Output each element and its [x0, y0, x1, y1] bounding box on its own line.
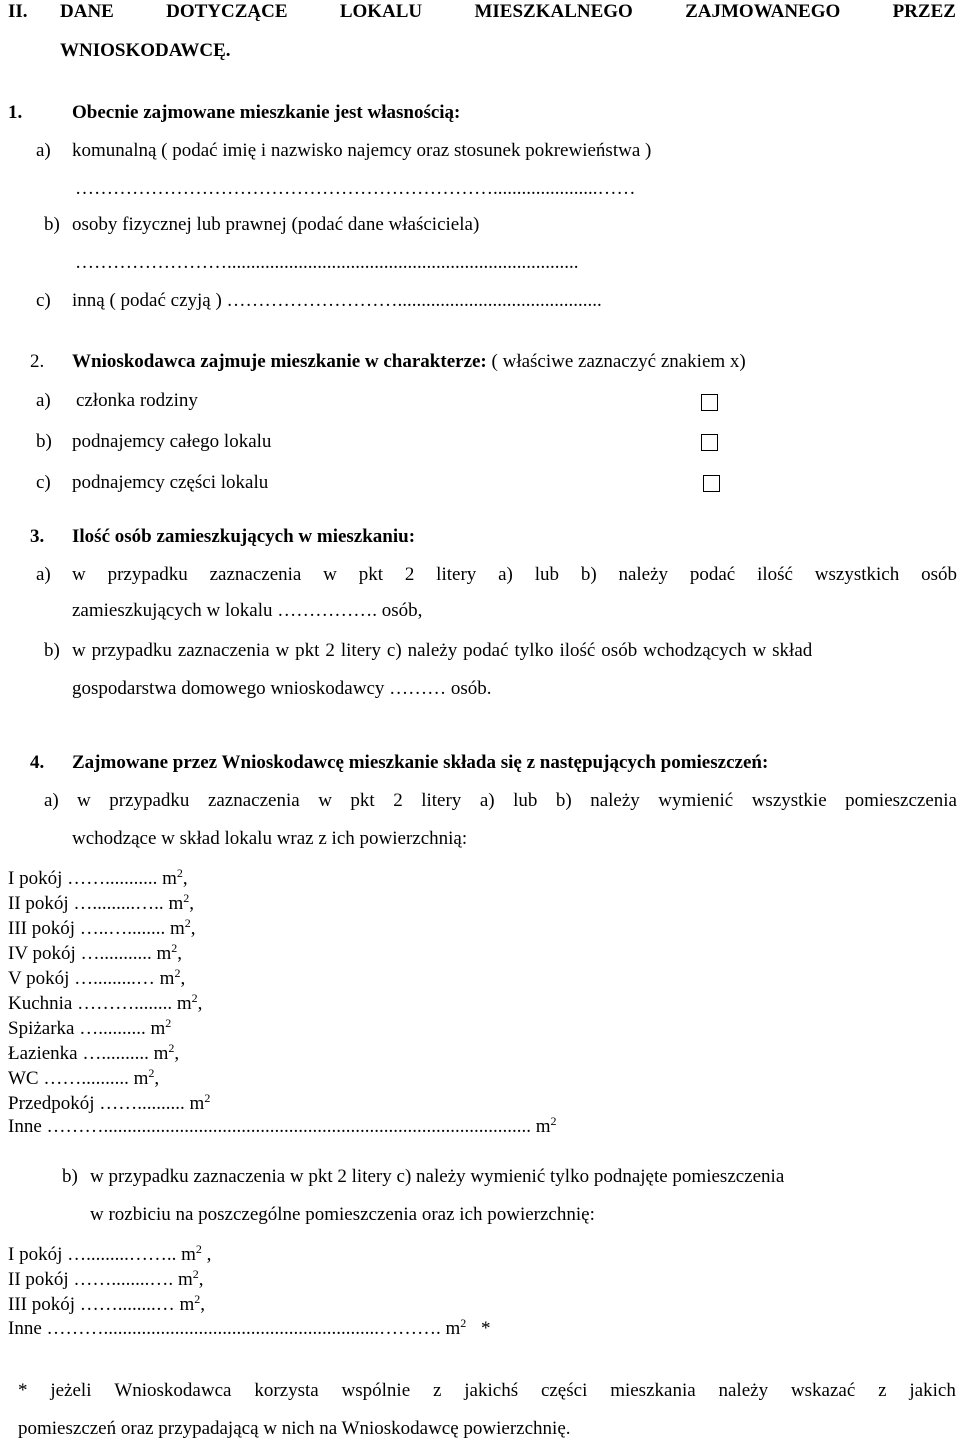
text-word: litery	[421, 790, 462, 811]
footnote-word: części	[540, 1380, 588, 1401]
q4-b-letter: b)	[62, 1166, 78, 1187]
text-word: należy	[590, 790, 640, 811]
q2-c-checkbox[interactable]	[703, 475, 720, 492]
room-suffix: ,	[189, 893, 194, 914]
room-unit: m	[176, 993, 192, 1014]
room-label: III pokój …..…........	[8, 918, 171, 939]
q3-a-line1	[72, 564, 957, 586]
rooms-b-other	[8, 1318, 491, 1340]
q1-b-dots: ……………………..........................................................................	[75, 252, 579, 273]
footnote-word: Wnioskodawca	[114, 1380, 232, 1401]
unit-superscript: 2	[204, 1091, 211, 1105]
unit-superscript: 2	[194, 1292, 201, 1306]
room-row	[8, 1041, 210, 1066]
room-unit: m	[156, 943, 172, 964]
room-label: II pokój ….........…..	[8, 893, 169, 914]
rooms-b-other-unit: m	[445, 1318, 461, 1339]
unit-superscript: 2	[192, 1267, 199, 1281]
q2-number: 2.	[30, 351, 45, 372]
text-word: ilość	[757, 564, 793, 585]
q1-title: Obecnie zajmowane mieszkanie jest własnością:	[72, 102, 461, 123]
room-suffix: ,	[182, 868, 188, 889]
q1-b-text: osoby fizycznej lub prawnej (podać dane właściciela)	[72, 214, 480, 235]
text-word: 2	[404, 564, 415, 585]
q1-b-letter: b)	[44, 214, 60, 235]
footnote-word: z	[878, 1380, 887, 1401]
unit-superscript: 2	[174, 966, 181, 980]
section-title-line1	[60, 1, 956, 23]
room-unit: m	[153, 1043, 169, 1064]
room-unit: m	[170, 918, 185, 939]
q2-a-checkbox[interactable]	[701, 394, 718, 411]
room-suffix: ,	[200, 1294, 206, 1315]
footnote-line1	[18, 1380, 956, 1402]
q1-a-dots: …………………………………………………………......................……	[75, 178, 636, 199]
room-row	[8, 1267, 211, 1292]
room-label: III pokój ……........…	[8, 1294, 180, 1315]
text-word: wymienić	[658, 790, 734, 811]
q2-c-text: podnajemcy części lokalu	[72, 472, 269, 493]
room-unit: m	[179, 1294, 195, 1315]
q2-b-letter: b)	[36, 431, 52, 452]
q2-b-text: podnajemcy całego lokalu	[72, 431, 272, 452]
title-word: DOTYCZĄCE	[166, 1, 288, 22]
q1-a-letter: a)	[36, 140, 51, 161]
room-unit: m	[133, 1068, 149, 1089]
q4-number: 4.	[30, 752, 45, 773]
q4-title: Zajmowane przez Wnioskodawcę mieszkanie składa się z następujących pomieszczeń:	[72, 752, 769, 773]
q2-title-line	[72, 351, 746, 373]
room-label: Spiżarka …..........	[8, 1018, 151, 1039]
footnote-word: mieszkania	[610, 1380, 696, 1401]
text-word: a)	[498, 564, 513, 585]
unit-superscript: 2	[176, 866, 183, 880]
room-unit: m	[159, 968, 175, 989]
text-word: wszystkie	[751, 790, 827, 811]
text-word: w	[323, 564, 337, 585]
room-label: WC ……..........	[8, 1068, 134, 1089]
room-row	[8, 991, 210, 1016]
q2-b-checkbox[interactable]	[701, 434, 718, 451]
q3-number: 3.	[30, 526, 45, 547]
footnote-word: wskazać	[790, 1380, 856, 1401]
title-word: PRZEZ	[892, 1, 956, 22]
room-row	[8, 1091, 210, 1116]
q3-b-letter: b)	[44, 640, 60, 661]
rooms-b-other-star: *	[481, 1318, 491, 1339]
footnote-word: wspólnie	[341, 1380, 411, 1401]
q3-b-line2: gospodarstwa domowego wnioskodawcy ……… osób.	[72, 678, 492, 699]
q4-a-line1	[77, 790, 957, 812]
room-label: V pokój ….........…	[8, 968, 160, 989]
text-word: w	[72, 564, 86, 585]
room-unit: m	[189, 1093, 205, 1114]
room-unit: m	[168, 893, 184, 914]
room-row	[8, 1292, 211, 1317]
footnote-line2: pomieszczeń oraz przypadającą w nich na Wnioskodawcę powierzchnię.	[18, 1418, 571, 1439]
room-unit: m	[162, 868, 177, 889]
room-label: I pokój ….........……..	[8, 1244, 182, 1265]
q3-a-line2: zamieszkujących w lokalu ……………. osób,	[72, 600, 423, 621]
text-word: lub	[513, 790, 538, 811]
q3-b-line1: w przypadku zaznaczenia w pkt 2 litery c) należy podać tylko ilość osób wchodzących w skład	[72, 640, 813, 661]
unit-superscript: 2	[148, 1066, 155, 1080]
text-word: należy	[618, 564, 669, 585]
section-number: II.	[8, 1, 28, 22]
text-word: w	[77, 790, 91, 811]
unit-superscript: 2	[183, 891, 190, 905]
title-word: DANE	[60, 1, 114, 22]
footnote-word: należy	[718, 1380, 769, 1401]
text-word: podać	[689, 564, 736, 585]
q1-c-letter: c)	[36, 290, 51, 311]
room-row	[8, 941, 210, 966]
rooms-b-other-label: Inne ………..........................................................……….	[8, 1318, 446, 1339]
text-word: lub	[534, 564, 559, 585]
title-word: LOKALU	[339, 1, 423, 22]
rooms-list-b	[8, 1242, 211, 1317]
text-word: w	[318, 790, 332, 811]
room-row	[8, 866, 210, 891]
room-row	[8, 1066, 210, 1091]
room-suffix: ,	[190, 918, 196, 939]
q2-note: ( właściwe zaznaczyć znakiem x)	[491, 351, 746, 372]
q2-a-text: członka rodziny	[76, 390, 198, 411]
q1-number: 1.	[8, 102, 23, 123]
room-suffix: ,	[177, 943, 183, 964]
room-suffix: ,	[180, 968, 186, 989]
unit-superscript: 2	[171, 941, 178, 955]
footnote-word: jeżeli	[50, 1380, 92, 1401]
room-suffix: ,	[201, 1244, 212, 1265]
section-title-line2: WNIOSKODAWCĘ.	[60, 40, 231, 61]
q4-b-line2: w rozbiciu na poszczególne pomieszczenia oraz ich powierzchnię:	[90, 1204, 595, 1225]
text-word: litery	[436, 564, 477, 585]
q3-a-letter: a)	[36, 564, 51, 585]
unit-superscript: 2	[460, 1316, 467, 1330]
footnote-word: jakich	[909, 1380, 956, 1401]
unit-superscript: 2	[195, 1242, 202, 1256]
text-word: b)	[555, 790, 572, 811]
q4-b-line1: w przypadku zaznaczenia w pkt 2 litery c) należy wymienić tylko podnajęte pomieszczenia	[90, 1166, 785, 1187]
room-suffix: ,	[174, 1043, 180, 1064]
unit-superscript: 2	[191, 991, 198, 1005]
q2-c-letter: c)	[36, 472, 51, 493]
unit-superscript: 2	[550, 1114, 557, 1128]
q1-c-text: inną ( podać czyją ) ………………………...........................................	[72, 290, 602, 311]
text-word: wszystkich	[814, 564, 900, 585]
q2-title: Wnioskodawca zajmuje mieszkanie w charakterze:	[72, 351, 487, 372]
room-row	[8, 966, 210, 991]
footnote-word: korzysta	[254, 1380, 319, 1401]
room-row	[8, 1242, 211, 1267]
room-row	[8, 1016, 210, 1041]
footnote-word: z	[432, 1380, 442, 1401]
title-word: MIESZKALNEGO	[474, 1, 633, 22]
text-word: pkt	[358, 564, 384, 585]
room-unit: m	[181, 1244, 196, 1265]
room-label: IV pokój …...........	[8, 943, 157, 964]
text-word: przypadku	[109, 790, 190, 811]
text-word: pomieszczenia	[845, 790, 957, 811]
room-unit: m	[150, 1018, 166, 1039]
text-word: osób	[921, 564, 957, 585]
rooms-a-other-unit: m	[535, 1116, 551, 1137]
text-word: a)	[479, 790, 495, 811]
room-suffix: ,	[197, 993, 203, 1014]
q4-a-letter: a)	[44, 790, 59, 811]
text-word: b)	[580, 564, 597, 585]
room-row	[8, 891, 210, 916]
unit-superscript: 2	[184, 916, 191, 930]
room-suffix: ,	[198, 1269, 204, 1290]
room-label: Przedpokój ……..........	[8, 1093, 190, 1114]
q2-a-letter: a)	[36, 390, 51, 411]
unit-superscript: 2	[165, 1016, 172, 1030]
footnote-word: *	[18, 1380, 28, 1401]
rooms-a-other	[8, 1116, 557, 1138]
room-label: I pokój ……...........	[8, 868, 163, 889]
text-word: przypadku	[107, 564, 188, 585]
unit-superscript: 2	[168, 1041, 175, 1055]
room-row	[8, 916, 210, 941]
room-suffix: ,	[154, 1068, 160, 1089]
rooms-list-a	[8, 866, 210, 1116]
room-label: Łazienka …..........	[8, 1043, 154, 1064]
text-word: zaznaczenia	[207, 790, 300, 811]
q1-a-text: komunalną ( podać imię i nazwisko najemcy oraz stosunek pokrewieństwa )	[72, 140, 652, 161]
room-label: II pokój ……........….	[8, 1269, 178, 1290]
title-word: ZAJMOWANEGO	[685, 1, 841, 22]
footnote-word: jakichś	[464, 1380, 519, 1401]
rooms-a-other-label: Inne ………..........................................................................................	[8, 1116, 532, 1137]
text-word: zaznaczenia	[209, 564, 302, 585]
q4-a-line2: wchodzące w skład lokalu wraz z ich powierzchnią:	[72, 828, 468, 849]
q3-title: Ilość osób zamieszkujących w mieszkaniu:	[72, 526, 416, 547]
room-unit: m	[177, 1269, 193, 1290]
room-label: Kuchnia ………........	[8, 993, 177, 1014]
text-word: 2	[393, 790, 403, 811]
text-word: pkt	[350, 790, 375, 811]
